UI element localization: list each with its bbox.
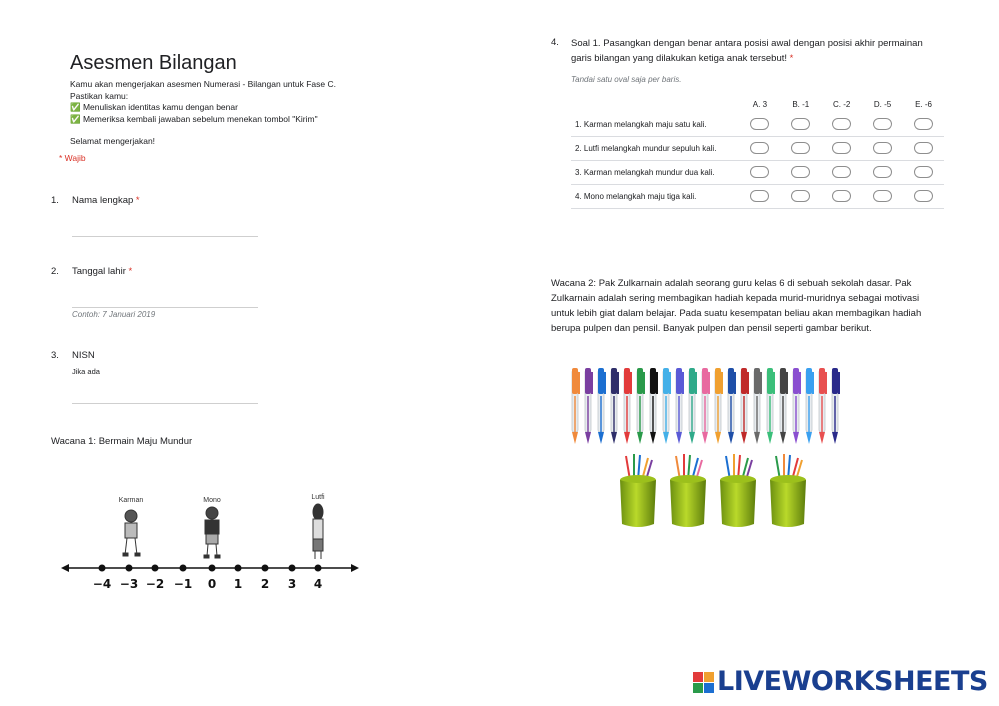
q2-number: 2. (51, 266, 59, 277)
greeting: Selamat mengerjakan! (70, 136, 156, 146)
pencil-cup-icon (620, 454, 656, 527)
q2-example: Contoh: 7 Januari 2019 (72, 310, 156, 319)
pencil-cup-icon (720, 454, 756, 527)
tick-label: 4 (313, 577, 323, 591)
pen-icon (676, 368, 684, 444)
radio-oval[interactable] (914, 142, 933, 154)
q4-choice-grid (571, 95, 944, 209)
arrow-right-icon (351, 564, 359, 572)
required-star: * (135, 195, 140, 206)
wacana1-title: Wacana 1: Bermain Maju Mundur (51, 436, 193, 447)
radio-oval[interactable] (832, 166, 851, 178)
grid-row (571, 137, 944, 161)
tick-label: −3 (119, 577, 139, 591)
pen-icon (832, 368, 840, 444)
pen-icon (598, 368, 606, 444)
grid-column-header: A. 3 (752, 99, 768, 109)
tick-label: 0 (207, 577, 217, 591)
radio-oval[interactable] (791, 166, 810, 178)
required-note: * Wajib (59, 153, 86, 163)
tick-label: −4 (92, 577, 112, 591)
kid-mono-icon (204, 507, 220, 558)
pen-icon (741, 368, 749, 444)
pen-icon (689, 368, 697, 444)
radio-oval[interactable] (832, 190, 851, 202)
desc-line: Pastikan kamu: (70, 90, 129, 101)
q1-number: 1. (51, 195, 59, 206)
radio-oval[interactable] (832, 118, 851, 130)
kid-lutfi-icon (313, 504, 323, 559)
wacana2-text: Wacana 2: Pak Zulkarnain adalah seorang guru kelas 6 di sebuah sekolah dasar. Pak Zulkarnain adalah sering membagikan hadiah kepada murid-muridnya sebagai motivasi untuk lebih giat dalam belajar. Pada suatu kesempatan beliau akan membagikan hadiah berupa pulpen dan pensil. Banyak pulpen dan pensil seperti gambar berikut. (551, 278, 922, 334)
logo-cube-icon (693, 672, 714, 693)
q4-number: 4. (551, 37, 559, 48)
desc-line: ✅ Memeriksa kembali jawaban sebelum menekan tombol "Kirim" (70, 113, 318, 124)
tick-label: −2 (145, 577, 165, 591)
tick-label: −1 (173, 577, 193, 591)
q3-hint: Jika ada (72, 367, 100, 376)
pen-icon (650, 368, 658, 444)
grid-row (571, 161, 944, 185)
q4-label (571, 37, 951, 66)
arrow-left-icon (61, 564, 69, 572)
radio-oval[interactable] (750, 118, 769, 130)
grid-column-header: B. -1 (792, 99, 810, 109)
grid-row (571, 185, 944, 209)
name-karman: Karman (118, 497, 144, 504)
pen-icon (780, 368, 788, 444)
desc-line: Kamu akan mengerjakan asesmen Numerasi - Bilangan untuk Fase C. (70, 79, 336, 89)
name-lutfi: Lutfi (311, 494, 325, 501)
pen-icon (637, 368, 645, 444)
pen-icon (572, 368, 580, 444)
q2-label-text: Tanggal lahir (72, 266, 126, 277)
tick-label: 3 (287, 577, 297, 591)
pen-icon (793, 368, 801, 444)
kid-karman-icon (123, 510, 140, 556)
grid-row-label: 3. Karman melangkah mundur dua kali. (571, 161, 739, 185)
radio-oval[interactable] (750, 190, 769, 202)
pen-icon (715, 368, 723, 444)
pencil-cup-icon (670, 454, 706, 527)
q4-hint: Tandai satu oval saja per baris. (571, 75, 682, 84)
tick-label: 2 (260, 577, 270, 591)
desc-line: ✅ Menuliskan identitas kamu dengan benar (70, 102, 238, 112)
radio-oval[interactable] (750, 166, 769, 178)
radio-oval[interactable] (873, 166, 892, 178)
pen-icon (728, 368, 736, 444)
q1-label (72, 195, 140, 206)
pen-icon (819, 368, 827, 444)
number-line-figure (55, 485, 365, 595)
grid-column-header: D. -5 (873, 99, 892, 109)
form-title: Asesmen Bilangan (70, 52, 237, 74)
grid-header-row (571, 95, 944, 113)
radio-oval[interactable] (873, 142, 892, 154)
required-star: * (128, 266, 133, 277)
pencil-cups-image (612, 450, 817, 532)
grid-column-header: C. -2 (833, 99, 851, 109)
radio-oval[interactable] (791, 118, 810, 130)
grid-row-label: 1. Karman melangkah maju satu kali. (571, 113, 739, 137)
grid-row (571, 113, 944, 137)
radio-oval[interactable] (791, 142, 810, 154)
pens-image (568, 366, 843, 448)
grid-column-header: E. -6 (915, 99, 932, 109)
pen-icon (611, 368, 619, 444)
radio-oval[interactable] (914, 190, 933, 202)
required-star: * (789, 52, 794, 64)
grid-row-label: 2. Lutfi melangkah mundur sepuluh kali. (571, 137, 739, 161)
radio-oval[interactable] (791, 190, 810, 202)
radio-oval[interactable] (873, 190, 892, 202)
pen-icon (806, 368, 814, 444)
radio-oval[interactable] (832, 142, 851, 154)
grid-row-label: 4. Mono melangkah maju tiga kali. (571, 185, 739, 209)
radio-oval[interactable] (873, 118, 892, 130)
radio-oval[interactable] (914, 166, 933, 178)
q3-answer-input[interactable] (72, 403, 258, 404)
q2-answer-input[interactable] (72, 307, 258, 308)
liveworksheets-logo (693, 668, 988, 696)
logo-text: LIVEWORKSHEETS (717, 666, 988, 697)
q3-label: NISN (72, 350, 95, 361)
q4-text-line1: Soal 1. Pasangkan dengan benar antara posisi awal dengan posisi akhir permainan (571, 38, 923, 49)
pen-icon (702, 368, 710, 444)
pencil-cup-icon (770, 454, 806, 527)
radio-oval[interactable] (750, 142, 769, 154)
tick-label: 1 (233, 577, 243, 591)
name-mono: Mono (203, 497, 221, 504)
pen-icon (767, 368, 775, 444)
pen-icon (585, 368, 593, 444)
q4-text-line2: garis bilangan yang dilakukan ketiga anak tersebut! (571, 52, 788, 64)
q2-label (72, 266, 132, 277)
pen-icon (754, 368, 762, 444)
q1-label-text: Nama lengkap (72, 195, 134, 206)
pen-icon (624, 368, 632, 444)
q3-number: 3. (51, 350, 59, 361)
pen-icon (663, 368, 671, 444)
q1-answer-input[interactable] (72, 236, 258, 237)
radio-oval[interactable] (914, 118, 933, 130)
form-description (70, 79, 336, 148)
